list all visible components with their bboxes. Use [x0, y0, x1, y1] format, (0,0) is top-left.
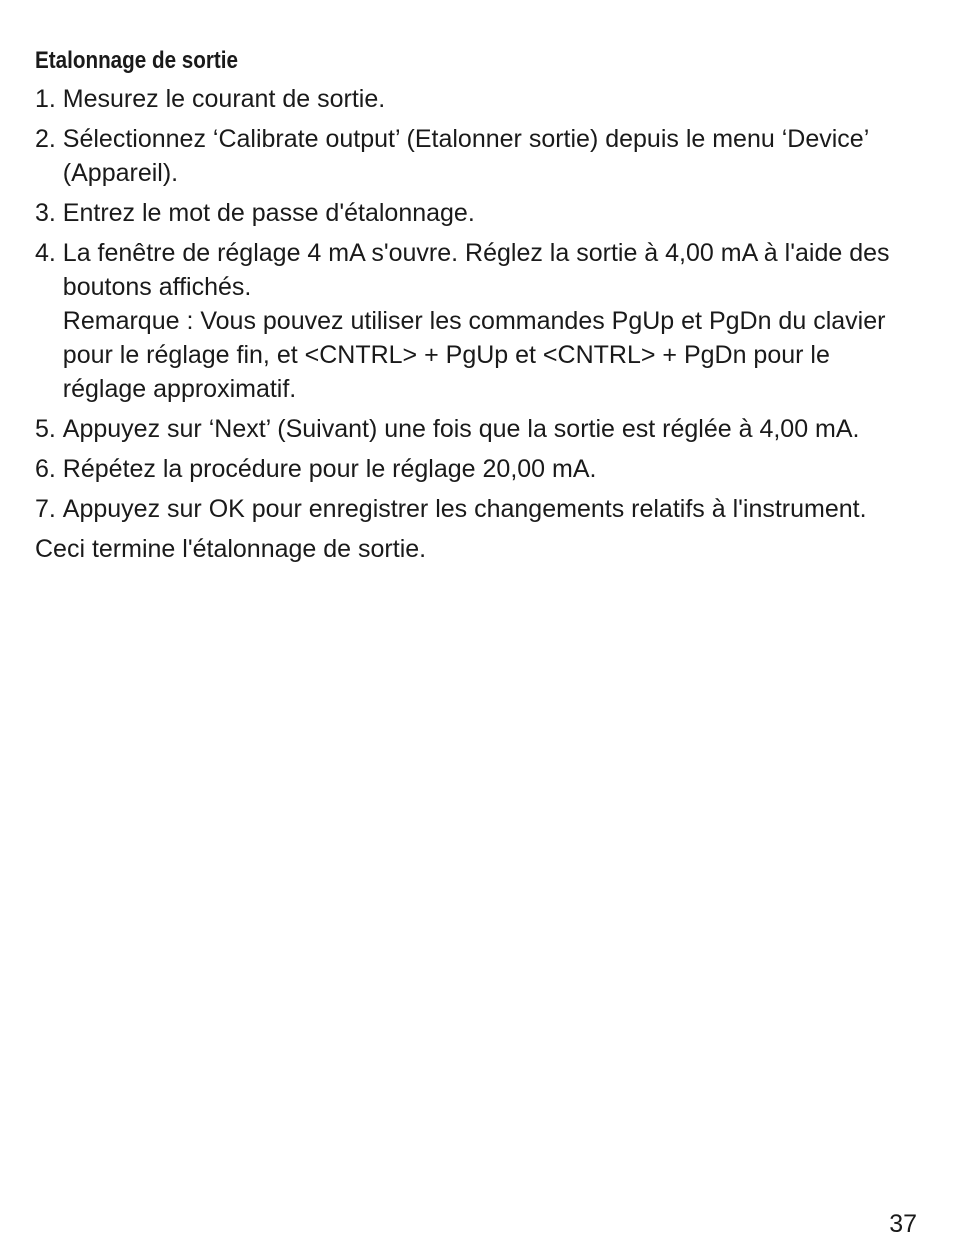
step-text: Répétez la procédure pour le réglage 20,00 mA.: [62, 455, 597, 483]
step-body: [63, 236, 905, 406]
step-body: [63, 122, 905, 190]
step-text: Mesurez le courant de sortie.: [62, 85, 386, 113]
page-number: 37: [889, 1210, 917, 1238]
step-text: Appuyez sur OK pour enregistrer les changements relatifs à l'instrument.: [62, 495, 867, 523]
step-item: [35, 122, 905, 190]
step-item: [35, 196, 905, 230]
step-text: La fenêtre de réglage 4 mA s'ouvre. Réglez la sortie à 4,00 mA à l'aide des boutons affichés.: [62, 239, 890, 301]
step-number: 2.: [35, 125, 63, 153]
section-heading: Etalonnage de sortie: [35, 47, 239, 74]
step-text: Appuyez sur ‘Next’ (Suivant) une fois que la sortie est réglée à 4,00 mA.: [62, 415, 860, 443]
step-item: [35, 412, 905, 446]
step-item: [35, 82, 905, 116]
steps-list: [35, 82, 905, 526]
step-number: 5.: [35, 415, 63, 443]
step-item: [35, 452, 905, 486]
step-item: [35, 236, 905, 406]
step-body: [63, 492, 905, 526]
step-number: 1.: [35, 85, 63, 113]
step-number: 3.: [35, 199, 63, 227]
document-body: [35, 44, 905, 566]
conclusion-text: Ceci termine l'étalonnage de sortie.: [35, 535, 427, 563]
step-body: [63, 412, 905, 446]
step-text: Entrez le mot de passe d'étalonnage.: [62, 199, 475, 227]
step-body: [63, 452, 905, 486]
step-number: 4.: [35, 239, 63, 267]
step-body: [63, 196, 905, 230]
step-text: Sélectionnez ‘Calibrate output’ (Etalonner sortie) depuis le menu ‘Device’ (Appareil).: [62, 125, 869, 187]
step-body: [63, 82, 905, 116]
step-number: 6.: [35, 455, 63, 483]
step-item: [35, 492, 905, 526]
step-number: 7.: [35, 495, 63, 523]
step-note: Remarque : Vous pouvez utiliser les commandes PgUp et PgDn du clavier pour le réglage fin, et <CNTRL> + PgUp et <CNTRL> + PgDn pour le réglage approximatif.: [62, 307, 886, 403]
